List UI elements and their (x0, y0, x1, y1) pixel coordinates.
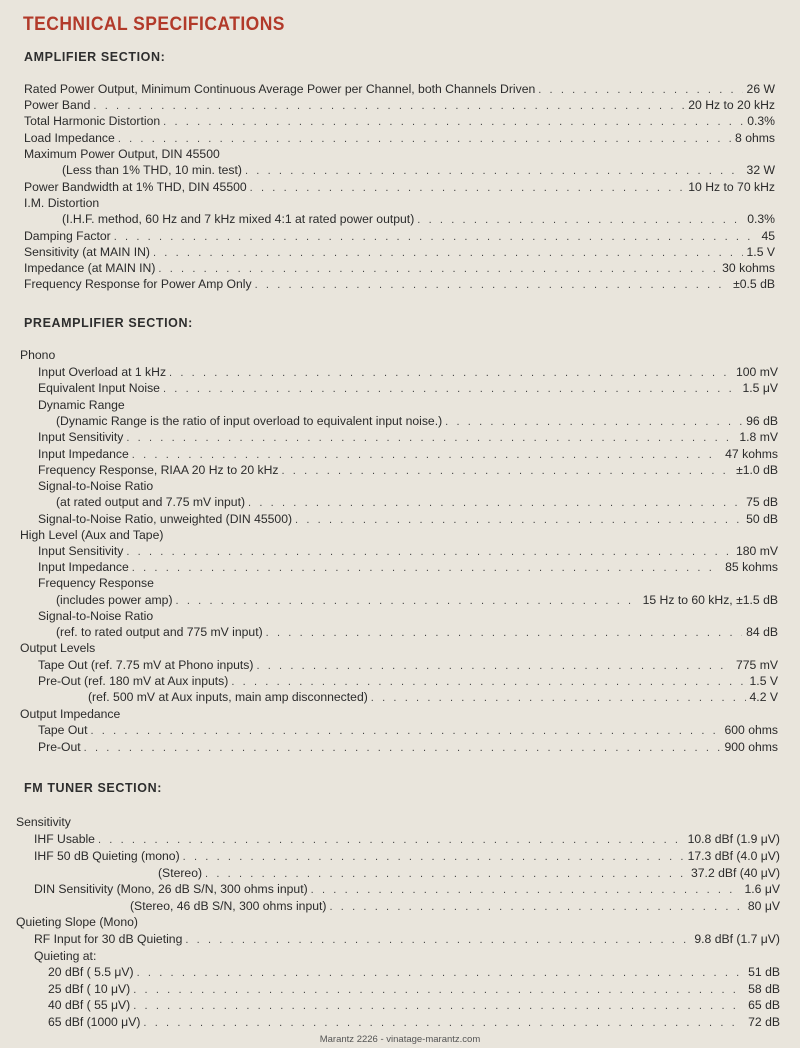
dot-leader (266, 625, 743, 641)
spec-value: 75 dB (746, 495, 778, 509)
spec-line (38, 559, 778, 575)
spec-label: Power Bandwidth at 1% THD, DIN 45500 (24, 180, 247, 194)
spec-line (34, 848, 780, 864)
spec-value: 8 ohms (735, 131, 775, 145)
page-footer: Marantz 2226 - vinatage-marantz.com (319, 1034, 481, 1045)
spec-label: (at rated output and 7.75 mV input) (56, 495, 246, 509)
spec-label: Pre-Out (38, 740, 81, 754)
spec-label: High Level (Aux and Tape) (20, 528, 164, 542)
spec-value: 775 mV (735, 658, 778, 672)
spec-line (38, 380, 778, 396)
dot-leader (153, 245, 743, 261)
spec-label: 25 dBf ( 10 μV) (48, 982, 131, 996)
spec-line (62, 211, 775, 227)
dot-leader (183, 849, 684, 865)
spec-value: 900 ohms (724, 740, 778, 754)
spec-value: 65 dB (748, 998, 780, 1012)
spec-line (20, 640, 778, 656)
spec-value: 30 kohms (722, 261, 775, 275)
spec-label: Signal-to-Noise Ratio (38, 609, 154, 623)
page-title: TECHNICAL SPECIFICATIONS (23, 14, 285, 35)
spec-label: 40 dBf ( 55 μV) (48, 998, 131, 1012)
spec-value: 17.3 dBf (4.0 μV) (687, 849, 780, 863)
spec-line (38, 722, 778, 738)
spec-value: 37.2 dBf (40 μV) (691, 866, 780, 880)
spec-line (20, 527, 778, 543)
spec-value: 26 W (746, 82, 775, 96)
spec-value: 1.5 V (746, 245, 775, 259)
dot-leader (245, 163, 743, 179)
spec-value: 51 dB (748, 965, 780, 979)
spec-label: Signal-to-Noise Ratio (38, 479, 154, 493)
dot-leader (256, 658, 732, 674)
spec-label: Output Impedance (20, 707, 121, 721)
dot-leader (417, 212, 743, 228)
spec-line (24, 228, 775, 244)
spec-label: Frequency Response, RIAA 20 Hz to 20 kHz (38, 463, 279, 477)
spec-label: Sensitivity (16, 815, 71, 829)
spec-label: Power Band (24, 98, 91, 112)
spec-line (48, 1014, 780, 1030)
spec-line (16, 814, 780, 830)
spec-value: 58 dB (748, 982, 780, 996)
spec-value: ±0.5 dB (733, 277, 775, 291)
spec-value: 15 Hz to 60 kHz, ±1.5 dB (642, 593, 778, 607)
spec-label: Pre-Out (ref. 180 mV at Aux inputs) (38, 674, 229, 688)
spec-label: Input Sensitivity (38, 430, 124, 444)
spec-line (56, 624, 778, 640)
dot-leader (311, 882, 741, 898)
spec-label: Frequency Response for Power Amp Only (24, 277, 252, 291)
spec-value: 10.8 dBf (1.9 μV) (687, 832, 780, 846)
spec-line (38, 608, 778, 624)
spec-label: Output Levels (20, 641, 96, 655)
spec-line (38, 446, 778, 462)
section-heading-fm-tuner: FM TUNER SECTION: (24, 781, 162, 795)
spec-value: 1.5 V (749, 674, 778, 688)
dot-leader (98, 832, 684, 848)
spec-value: 0.3% (747, 212, 775, 226)
spec-line (20, 706, 778, 722)
spec-label: IHF 50 dB Quieting (mono) (34, 849, 180, 863)
spec-line (38, 543, 778, 559)
spec-line (34, 931, 780, 947)
spec-label: Tape Out (38, 723, 88, 737)
spec-line (62, 162, 775, 178)
spec-line (24, 244, 775, 260)
spec-value: 10 Hz to 70 kHz (688, 180, 775, 194)
dot-leader (329, 899, 743, 915)
spec-label: IHF Usable (34, 832, 95, 846)
spec-label: 20 dBf ( 5.5 μV) (48, 965, 134, 979)
dot-leader (132, 447, 721, 463)
spec-label: Input Impedance (38, 560, 129, 574)
spec-line (24, 260, 775, 276)
spec-label: I.M. Distortion (24, 196, 100, 210)
spec-label: (Less than 1% THD, 10 min. test) (62, 163, 242, 177)
spec-label: DIN Sensitivity (Mono, 26 dB S/N, 300 ohms input) (34, 882, 308, 896)
spec-value: 45 (761, 229, 775, 243)
spec-label: Load Impedance (24, 131, 115, 145)
dot-leader (538, 82, 742, 98)
spec-line (34, 881, 780, 897)
spec-value: 20 Hz to 20 kHz (688, 98, 775, 112)
spec-line (24, 179, 775, 195)
spec-label: Total Harmonic Distortion (24, 114, 161, 128)
spec-label: RF Input for 30 dB Quieting (34, 932, 183, 946)
dot-leader (133, 982, 744, 998)
spec-label: Rated Power Output, Minimum Continuous Average Power per Channel, both Channels Driven (24, 82, 536, 96)
spec-line (38, 511, 778, 527)
spec-label: (includes power amp) (56, 593, 173, 607)
spec-label: Input Impedance (38, 447, 129, 461)
spec-label: Dynamic Range (38, 398, 125, 412)
spec-label: Phono (20, 348, 56, 362)
dot-leader (185, 932, 690, 948)
spec-line (38, 575, 778, 591)
spec-line (130, 898, 780, 914)
spec-line (24, 97, 775, 113)
dot-leader (84, 740, 721, 756)
dot-leader (281, 463, 732, 479)
spec-label: Frequency Response (38, 576, 154, 590)
dot-leader (445, 414, 742, 430)
section-heading-amplifier: AMPLIFIER SECTION: (24, 50, 166, 64)
spec-line (56, 494, 778, 510)
spec-line (24, 146, 775, 162)
spec-line (24, 130, 775, 146)
dot-leader (255, 277, 729, 293)
spec-value: 0.3% (747, 114, 775, 128)
spec-value: 85 kohms (725, 560, 778, 574)
spec-value: 1.6 μV (744, 882, 780, 896)
spec-value: 72 dB (748, 1015, 780, 1029)
dot-leader (137, 965, 745, 981)
spec-line (48, 964, 780, 980)
spec-line (24, 81, 775, 97)
dot-leader (126, 430, 735, 446)
spec-label: Equivalent Input Noise (38, 381, 160, 395)
spec-value: 1.5 μV (742, 381, 778, 395)
spec-label: Tape Out (ref. 7.75 mV at Phono inputs) (38, 658, 254, 672)
dot-leader (126, 544, 732, 560)
section-heading-preamplifier: PREAMPLIFIER SECTION: (24, 316, 193, 330)
spec-line (16, 914, 780, 930)
spec-label: Input Overload at 1 kHz (38, 365, 167, 379)
spec-label: Signal-to-Noise Ratio, unweighted (DIN 45500) (38, 512, 293, 526)
spec-value: 180 mV (735, 544, 778, 558)
spec-line (38, 657, 778, 673)
dot-leader (371, 690, 746, 706)
spec-label: 65 dBf (1000 μV) (48, 1015, 141, 1029)
spec-value: 32 W (746, 163, 775, 177)
spec-line (56, 413, 778, 429)
spec-line (38, 739, 778, 755)
dot-leader (250, 180, 685, 196)
spec-line (56, 592, 778, 608)
spec-line (38, 478, 778, 494)
spec-label: (Dynamic Range is the ratio of input overload to equivalent input noise.) (56, 414, 443, 428)
spec-line (88, 689, 778, 705)
spec-label: Impedance (at MAIN IN) (24, 261, 156, 275)
spec-line (38, 673, 778, 689)
dot-leader (133, 998, 744, 1014)
spec-line (20, 347, 778, 363)
spec-value: 96 dB (746, 414, 778, 428)
spec-line (38, 429, 778, 445)
spec-value: 1.8 mV (739, 430, 778, 444)
spec-label: Maximum Power Output, DIN 45500 (24, 147, 220, 161)
dot-leader (295, 512, 742, 528)
dot-leader (158, 261, 718, 277)
spec-label: (Stereo) (158, 866, 203, 880)
dot-leader (114, 229, 758, 245)
dot-leader (163, 381, 739, 397)
spec-line (34, 948, 780, 964)
spec-label: Input Sensitivity (38, 544, 124, 558)
spec-line (38, 462, 778, 478)
spec-label: (ref. 500 mV at Aux inputs, main amp disconnected) (88, 690, 368, 704)
spec-line (24, 276, 775, 292)
spec-label: (I.H.F. method, 60 Hz and 7 kHz mixed 4:1 at rated power output) (62, 212, 415, 226)
spec-label: (ref. to rated output and 775 mV input) (56, 625, 263, 639)
spec-label: Quieting Slope (Mono) (16, 915, 138, 929)
spec-value: ±1.0 dB (736, 463, 778, 477)
dot-leader (248, 495, 742, 511)
spec-value: 9.8 dBf (1.7 μV) (694, 932, 780, 946)
dot-leader (90, 723, 720, 739)
spec-line (48, 997, 780, 1013)
dot-leader (163, 114, 743, 130)
spec-value: 80 μV (747, 899, 780, 913)
spec-value: 84 dB (746, 625, 778, 639)
spec-line (48, 981, 780, 997)
spec-value: 600 ohms (724, 723, 778, 737)
spec-line (34, 831, 780, 847)
spec-value: 100 mV (735, 365, 778, 379)
dot-leader (205, 866, 687, 882)
spec-line (38, 397, 778, 413)
spec-label: (Stereo, 46 dB S/N, 300 ohms input) (130, 899, 327, 913)
dot-leader (176, 593, 639, 609)
dot-leader (93, 98, 684, 114)
spec-line (38, 364, 778, 380)
spec-label: Sensitivity (at MAIN IN) (24, 245, 150, 259)
spec-value: 4.2 V (749, 690, 778, 704)
spec-label: Quieting at: (34, 949, 97, 963)
dot-leader (169, 365, 732, 381)
dot-leader (143, 1015, 744, 1031)
dot-leader (132, 560, 721, 576)
spec-line (158, 865, 780, 881)
dot-leader (118, 131, 731, 147)
spec-value: 50 dB (746, 512, 778, 526)
dot-leader (231, 674, 745, 690)
spec-line (24, 113, 775, 129)
spec-value: 47 kohms (725, 447, 778, 461)
spec-label: Damping Factor (24, 229, 111, 243)
spec-line (24, 195, 775, 211)
